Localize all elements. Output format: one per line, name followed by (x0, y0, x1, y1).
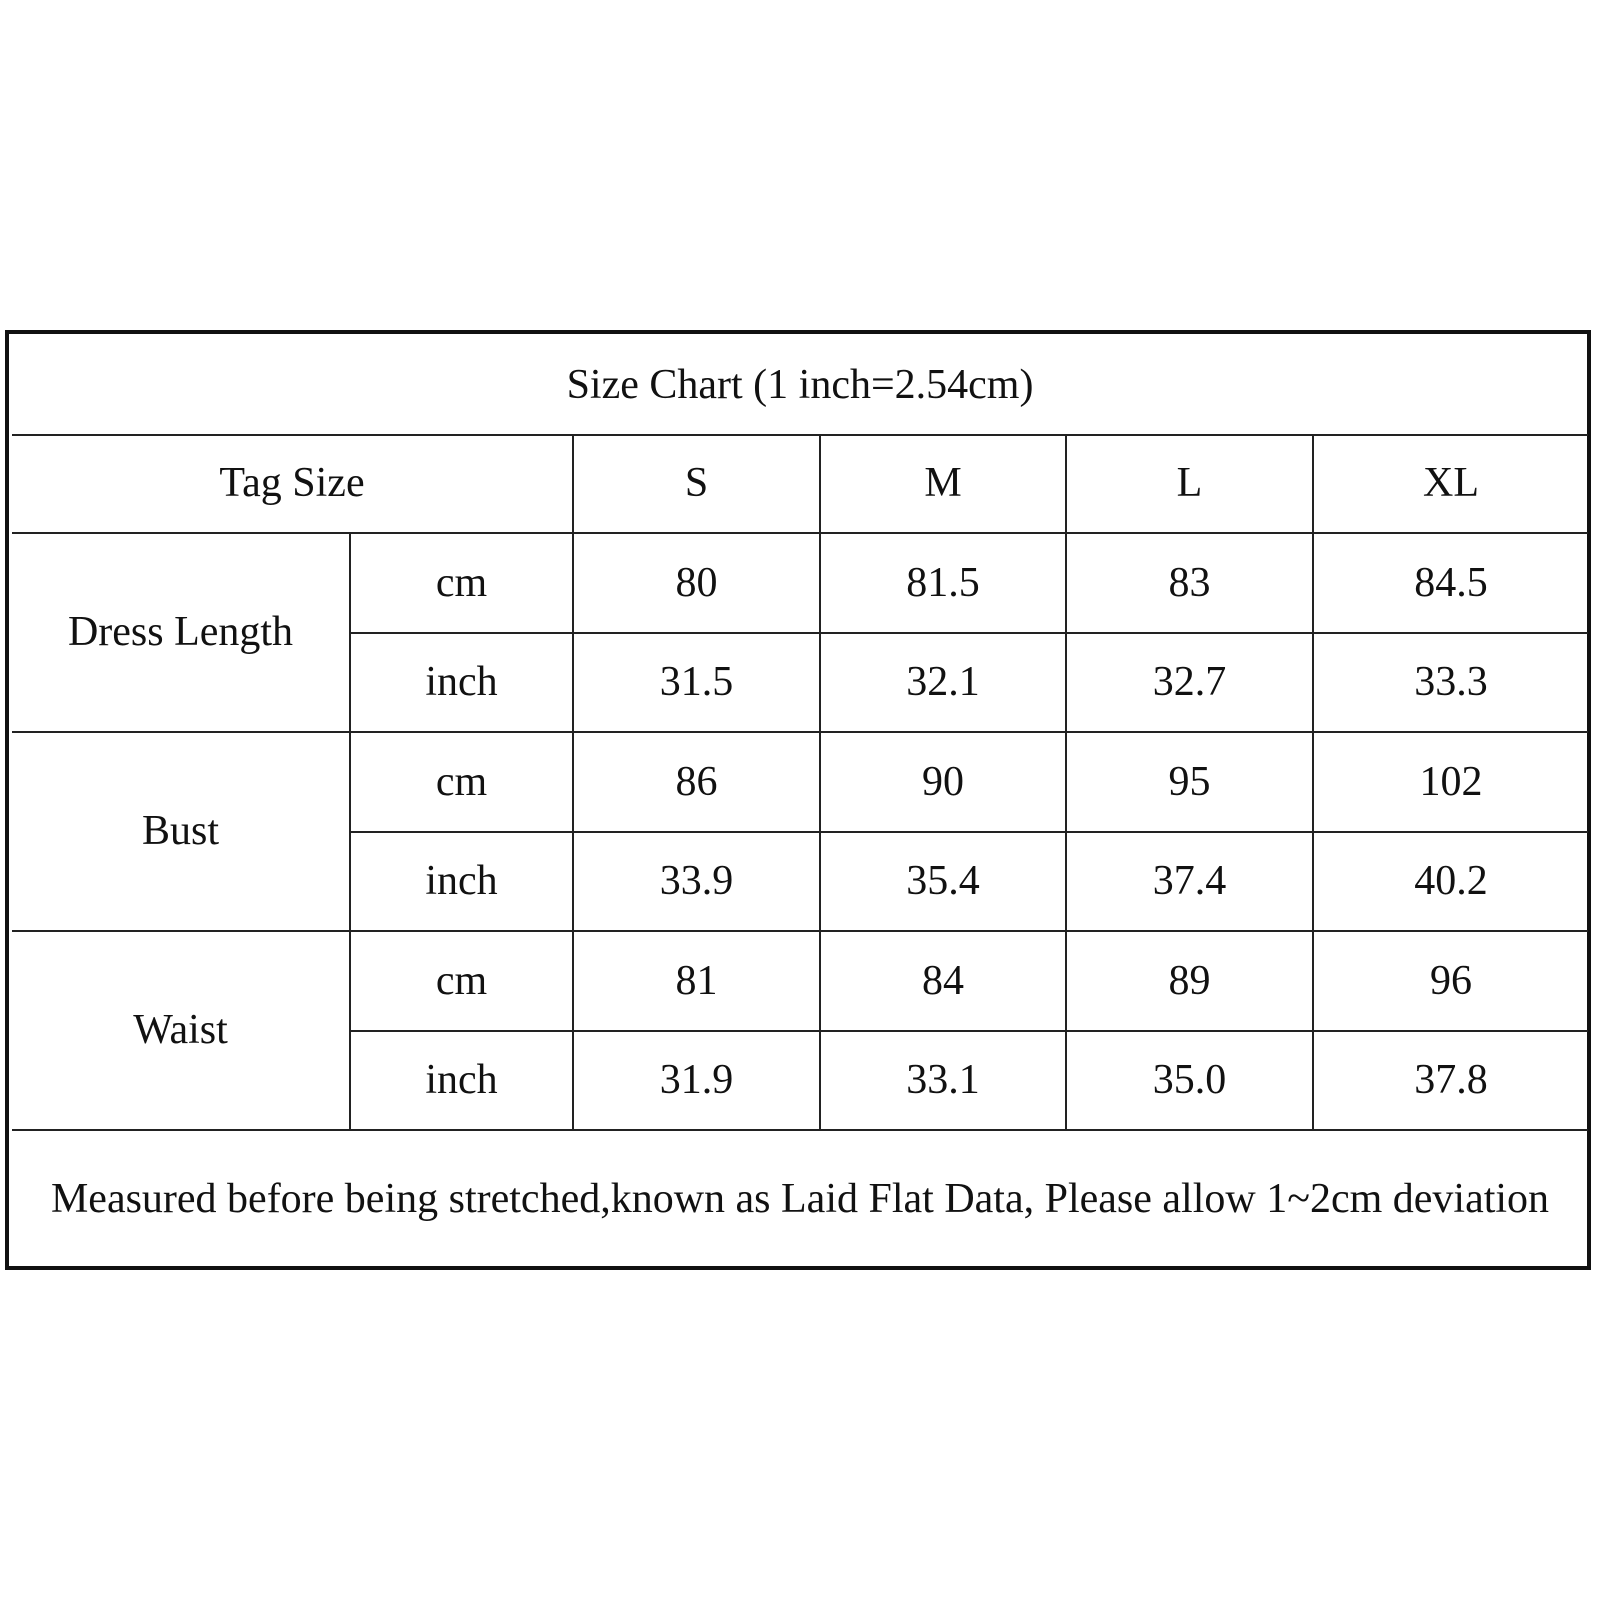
size-header-l: L (1066, 435, 1313, 534)
table-cell: 32.1 (820, 633, 1066, 733)
table-title: Size Chart (1 inch=2.54cm) (12, 337, 1588, 435)
measurement-label-waist: Waist (12, 931, 350, 1130)
header-row (12, 435, 1588, 534)
table-cell: 90 (820, 732, 1066, 832)
table-cell: 37.4 (1066, 832, 1313, 932)
table-cell: 84 (820, 931, 1066, 1031)
measurement-note: Measured before being stretched,known as Laid Flat Data, Please allow 1~2cm deviation (12, 1130, 1588, 1267)
size-header-s: S (573, 435, 820, 534)
table-cell: 31.5 (573, 633, 820, 733)
table-row (12, 732, 1588, 832)
table-cell: 33.3 (1313, 633, 1588, 733)
note-row (12, 1130, 1588, 1267)
measurement-label-dress-length: Dress Length (12, 533, 350, 732)
table-cell: 81.5 (820, 533, 1066, 633)
unit-label: cm (350, 931, 573, 1031)
table-row (12, 533, 1588, 633)
size-header-m: M (820, 435, 1066, 534)
table-cell: 31.9 (573, 1031, 820, 1131)
table-cell: 83 (1066, 533, 1313, 633)
unit-label: inch (350, 1031, 573, 1131)
unit-label: inch (350, 832, 573, 932)
table-cell: 96 (1313, 931, 1588, 1031)
size-chart-frame (5, 330, 1591, 1270)
table-cell: 35.0 (1066, 1031, 1313, 1131)
table-cell: 95 (1066, 732, 1313, 832)
table-row (12, 931, 1588, 1031)
tag-size-header: Tag Size (12, 435, 573, 534)
table-cell: 86 (573, 732, 820, 832)
table-cell: 33.1 (820, 1031, 1066, 1131)
unit-label: inch (350, 633, 573, 733)
measurement-label-bust: Bust (12, 732, 350, 931)
table-cell: 32.7 (1066, 633, 1313, 733)
table-cell: 33.9 (573, 832, 820, 932)
unit-label: cm (350, 533, 573, 633)
table-cell: 102 (1313, 732, 1588, 832)
table-cell: 81 (573, 931, 820, 1031)
table-cell: 84.5 (1313, 533, 1588, 633)
table-cell: 40.2 (1313, 832, 1588, 932)
table-cell: 89 (1066, 931, 1313, 1031)
table-cell: 35.4 (820, 832, 1066, 932)
unit-label: cm (350, 732, 573, 832)
title-row (12, 337, 1588, 435)
table-cell: 80 (573, 533, 820, 633)
size-header-xl: XL (1313, 435, 1588, 534)
size-chart-table (12, 337, 1588, 1267)
table-cell: 37.8 (1313, 1031, 1588, 1131)
